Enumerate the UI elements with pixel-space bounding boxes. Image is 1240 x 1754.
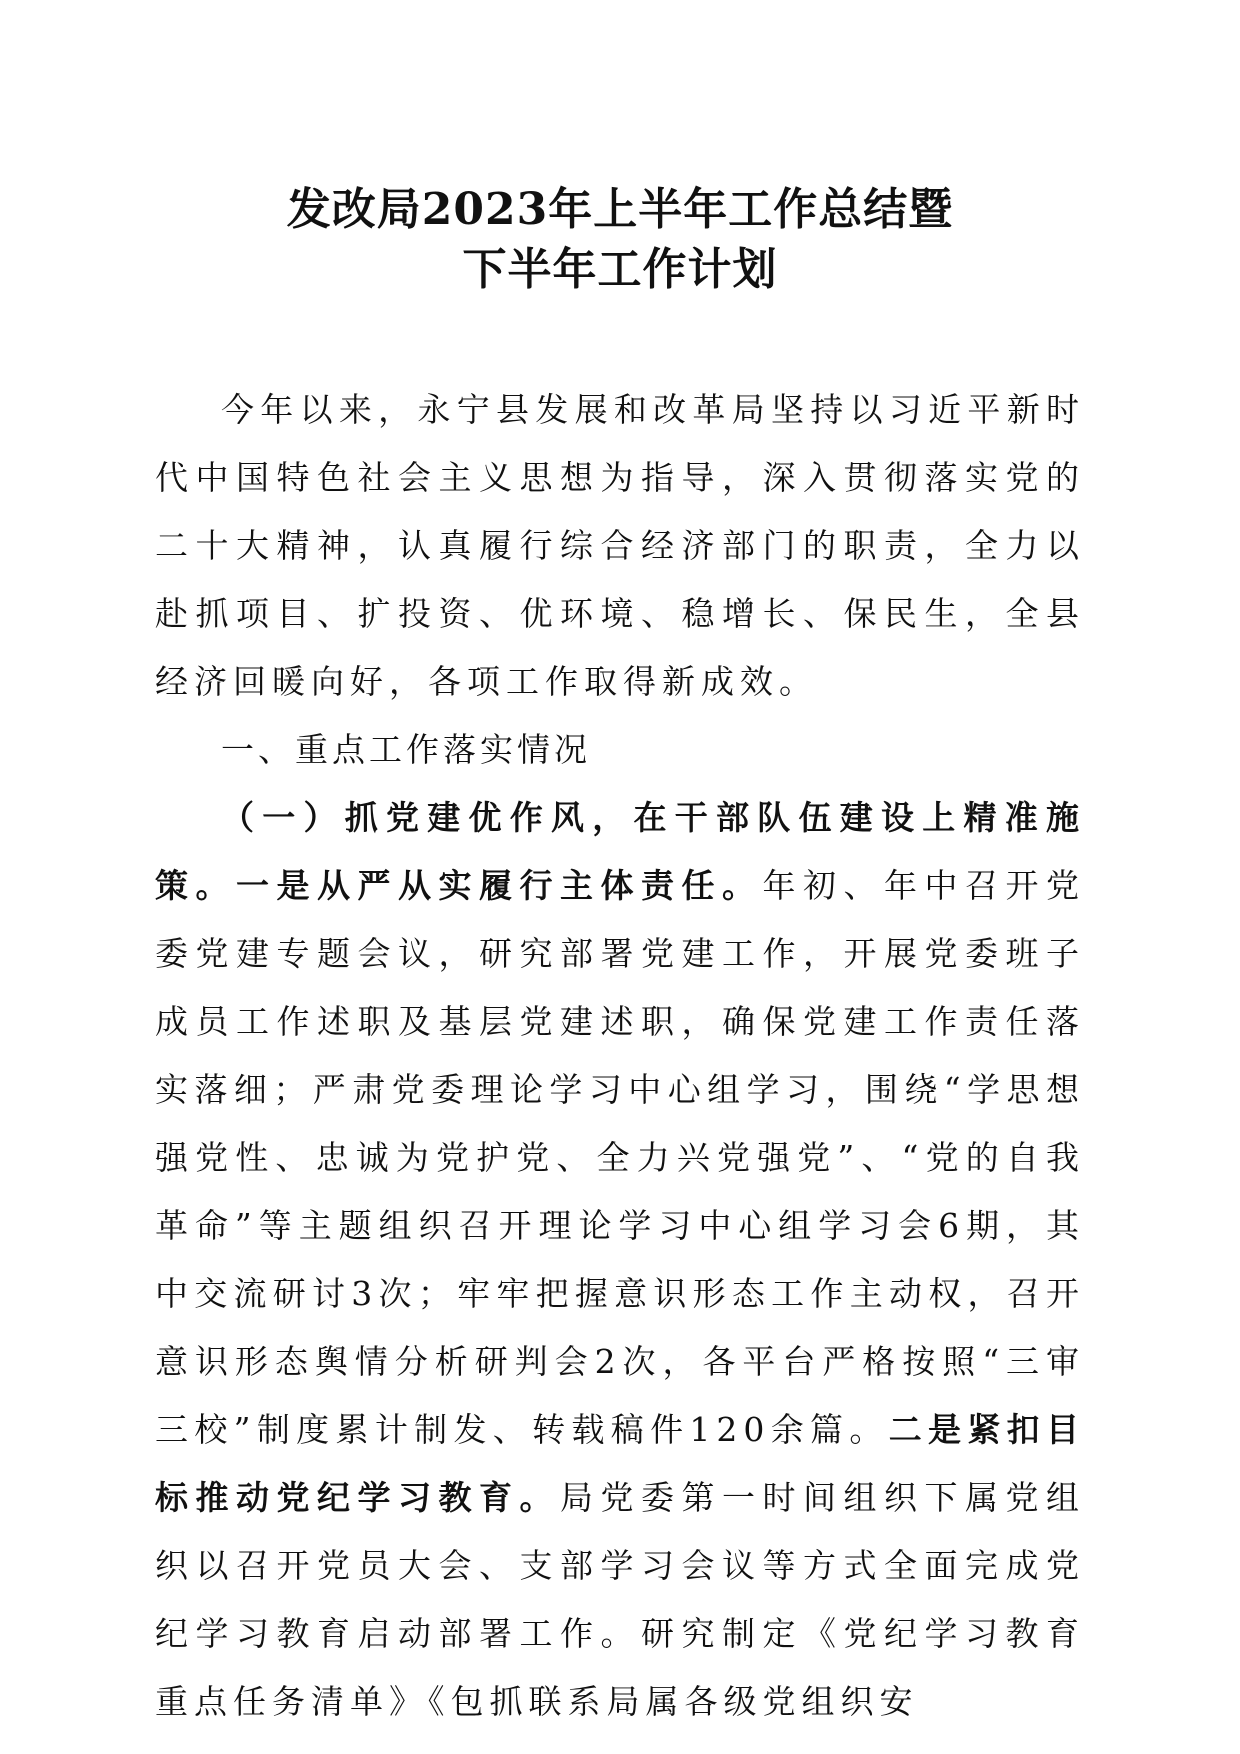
intro-paragraph: 今年以来，永宁县发展和改革局坚持以习近平新时代中国特色社会主义思想为指导，深入贯彻落实党的二十大精神，认真履行综合经济部门的职责，全力以赴抓项目、扩投资、优环境、稳增长、保民生，全县经济回暖向好，各项工作取得新成效。	[155, 390, 1085, 701]
section-1-text-2: 局党委第一时间组织下属党组织以召开党员大会、支部学习会议等方式全面完成党纪学习教育启动部署工作。研究制定《党纪学习教育重点任务清单》《包抓联系局属各级党组织安	[155, 1478, 1085, 1721]
section-1-lead-bold: （一）抓党建优作风，在干部队伍建设上精准施策。一是从严从实履行主体责任。	[155, 798, 1085, 905]
section-1-paragraph	[155, 784, 1085, 1736]
document-title-line-1: 发改局2023年上半年工作总结暨	[286, 184, 954, 235]
section-heading-1: 一、重点工作落实情况	[221, 730, 591, 769]
document-title-line-2: 下半年工作计划	[462, 244, 778, 295]
section-1-subheading-2: 二是紧扣目标推动党纪学习教育。	[155, 1410, 1086, 1517]
section-1-text-1: 年初、年中召开党委党建专题会议，研究部署党建工作，开展党委班子成员工作述职及基层党建述职，确保党建工作责任落实落细；严肃党委理论学习中心组学习，围绕“学思想强党性、忠诚为党护党、全力兴党强党”、“党的自我革命”等主题组织召开理论学习中心组学习会6期，其中交流研讨3次；牢牢把握意识形态工作主动权，召开意识形态舆情分析研判会2次，各平台严格按照“三审三校”制度累计制发、转载稿件120余篇。	[155, 866, 1085, 1449]
